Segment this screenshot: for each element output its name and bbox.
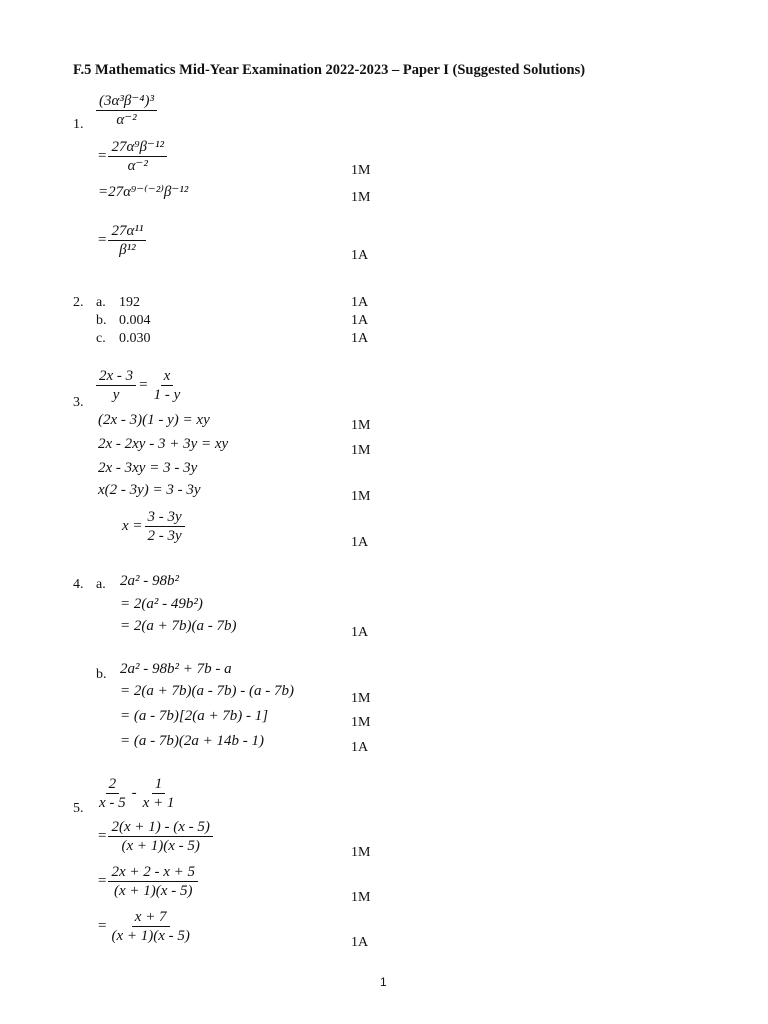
q3-line-2: 2x - 2xy - 3 + 3y = xy [98,436,229,452]
q1-step-1-mark: 1M [351,163,371,178]
q5-step-1-denominator: (x + 1)(x - 5) [121,838,200,854]
q5-step-1 [98,818,213,855]
q1-step-3-denominator: β¹² [119,242,136,258]
q4b-line-4: = (a - 7b)(2a + 14b - 1) [120,733,264,749]
q4a-line-3: = 2(a + 7b)(a - 7b) [120,618,237,634]
q5-step-2-numerator: 2x + 2 - x + 5 [108,863,198,882]
q3-line-3: 2x - 3xy = 3 - 3y [98,460,198,476]
q2-part-a-label: a. [96,295,106,310]
q1-step-3-numerator: 27α¹¹ [108,222,146,241]
question-5-number: 5. [73,801,84,816]
q2-part-a-answer: 192 [119,295,140,310]
q5-step-2-equals: = [98,873,107,889]
q2-part-c-label: c. [96,331,106,346]
q4b-line-3-mark: 1M [351,715,371,730]
q1-step-3-equals: = [98,232,107,248]
q5-minus-sign: - [131,785,137,801]
q5-step-1-mark: 1M [351,845,371,860]
q4-part-b-label: b. [96,667,107,682]
q4b-line-4-mark: 1A [351,740,369,755]
q3-question-equation [96,367,183,404]
q5-first-denominator: x - 5 [99,795,126,811]
q1-step-1-equals: = [98,148,107,164]
q3-lhs-denominator: y [112,387,120,403]
q5-step-3-denominator: (x + 1)(x - 5) [111,928,190,944]
q3-line-1: (2x - 3)(1 - y) = xy [98,412,210,428]
q3-lhs-numerator: 2x - 3 [96,367,136,386]
q2-part-a-mark: 1A [351,295,369,310]
q1-step-1 [98,138,167,175]
q3-line-1-mark: 1M [351,418,371,433]
page-title: F.5 Mathematics Mid-Year Examination 2022-2023 – Paper I (Suggested Solutions) [73,62,586,78]
q2-part-b-label: b. [96,313,107,328]
q1-question-numerator: (3α³β⁻⁴)³ [96,92,157,111]
q5-first-numerator: 2 [106,775,120,794]
q1-step-3-mark: 1A [351,248,369,263]
question-4-number: 4. [73,577,84,592]
q1-step-1-numerator: 27α⁹β⁻¹² [108,138,166,157]
q5-step-3 [98,908,193,945]
question-3-number: 3. [73,395,84,410]
q3-final-denominator: 2 - 3y [147,528,182,544]
q3-final-numerator: 3 - 3y [145,508,185,527]
q3-line-4: x(2 - 3y) = 3 - 3y [98,482,201,498]
q4a-line-2: = 2(a² - 49b²) [120,596,203,612]
q5-step-3-mark: 1A [351,935,369,950]
q4-part-a-label: a. [96,577,106,592]
q5-step-1-numerator: 2(x + 1) - (x - 5) [108,818,212,837]
q4a-line-1: 2a² - 98b² [120,573,179,589]
q5-step-2-mark: 1M [351,890,371,905]
q1-step-1-denominator: α⁻² [127,158,148,174]
q2-part-b-mark: 1A [351,313,369,328]
q4b-line-2: = 2(a + 7b)(a - 7b) - (a - 7b) [120,683,294,699]
q5-step-2-denominator: (x + 1)(x - 5) [114,883,193,899]
q2-part-b-answer: 0.004 [119,313,151,328]
q5-second-numerator: 1 [152,775,166,794]
q3-final-mark: 1A [351,535,369,550]
q5-step-2 [98,863,198,900]
question-2-number: 2. [73,295,84,310]
q1-question-denominator: α⁻² [116,112,137,128]
q1-step-3 [98,222,146,259]
q5-step-1-equals: = [98,828,107,844]
q1-step-2-mark: 1M [351,190,371,205]
q1-step-2: =27α⁹⁻⁽⁻²⁾β⁻¹² [98,184,189,200]
q1-question-expression [96,92,157,129]
q4b-line-2-mark: 1M [351,691,371,706]
q5-question-expression [96,775,177,812]
q4b-line-1: 2a² - 98b² + 7b - a [120,661,232,677]
q4b-line-3: = (a - 7b)[2(a + 7b) - 1] [120,708,269,724]
question-1-number: 1. [73,117,84,132]
q3-final-prefix: x = [122,518,143,534]
q3-line-4-mark: 1M [351,489,371,504]
q3-final [122,508,185,545]
page-number: 1 [380,975,387,989]
q3-rhs-denominator: 1 - y [153,387,181,403]
q5-second-denominator: x + 1 [142,795,175,811]
q5-step-3-numerator: x + 7 [132,908,170,927]
q4a-line-3-mark: 1A [351,625,369,640]
q2-part-c-answer: 0.030 [119,331,151,346]
q3-line-2-mark: 1M [351,443,371,458]
q3-equals-sign: = [139,377,148,393]
q2-part-c-mark: 1A [351,331,369,346]
q3-rhs-numerator: x [161,367,174,386]
q5-step-3-equals: = [98,918,107,934]
